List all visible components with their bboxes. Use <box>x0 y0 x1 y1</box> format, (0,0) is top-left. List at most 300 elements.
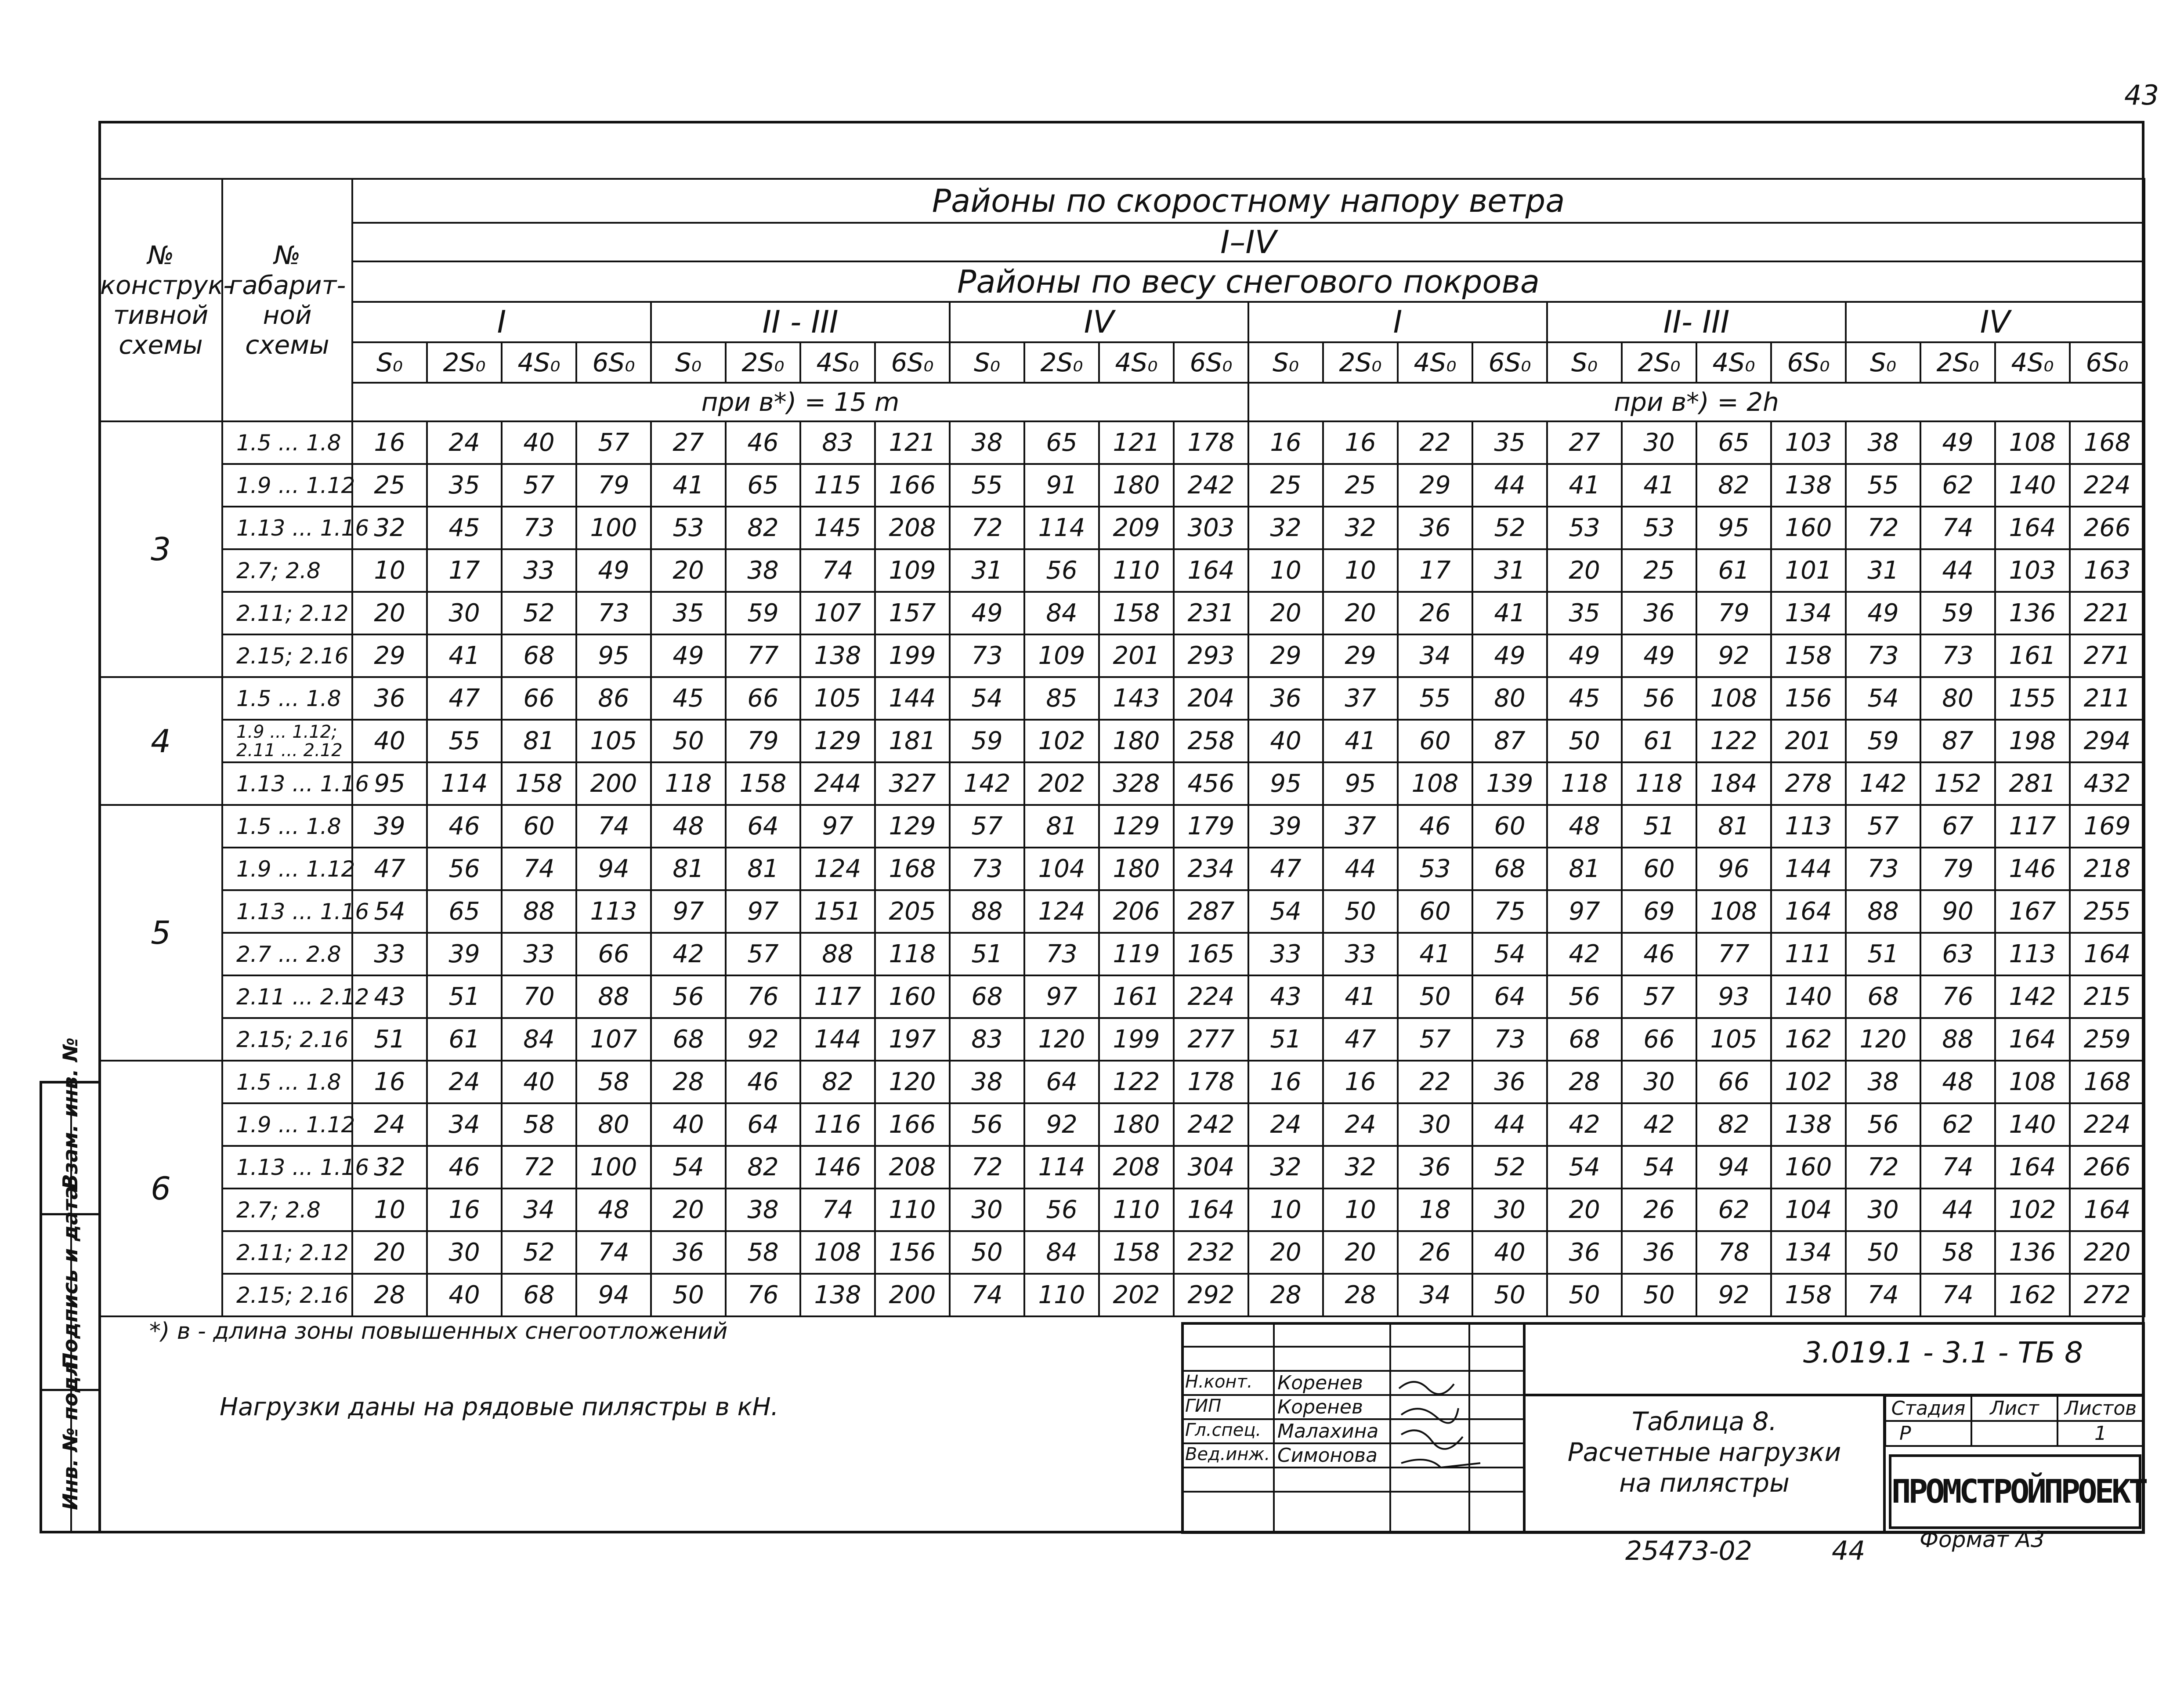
load-value-cell: 120 <box>1846 1018 1920 1061</box>
gabarit-scheme: 1.9 ... 1.12 <box>222 848 352 890</box>
header-wind-regions: Районы по скоростному напору ветра <box>352 179 2144 223</box>
load-label-header: 2S₀ <box>726 342 800 383</box>
load-label-header: 6S₀ <box>1771 342 1846 383</box>
load-value-cell: 156 <box>875 1231 950 1274</box>
load-value-cell: 205 <box>875 890 950 933</box>
load-value-cell: 108 <box>1995 1061 2070 1103</box>
load-value-cell: 255 <box>2070 890 2144 933</box>
load-value-cell: 31 <box>1472 549 1547 592</box>
gabarit-scheme: 2.15; 2.16 <box>222 1274 352 1316</box>
load-value-cell: 20 <box>1248 1231 1323 1274</box>
organization-logo: ПРОМСТРОЙПРОЕКТ <box>1889 1454 2141 1529</box>
load-value-cell: 140 <box>1995 1103 2070 1146</box>
table-row <box>99 1061 2144 1103</box>
load-value-cell: 81 <box>1024 805 1099 848</box>
load-value-cell: 266 <box>2070 507 2144 549</box>
header-construct-line: схемы <box>119 330 203 360</box>
load-value-cell: 180 <box>1099 720 1174 762</box>
load-value-cell: 164 <box>1174 1189 1248 1231</box>
table-row <box>99 890 2144 933</box>
load-label-header: 2S₀ <box>1323 342 1398 383</box>
footnote: *) в - длина зоны повышенных снегоотложений <box>149 1318 728 1344</box>
load-value-cell: 144 <box>875 677 950 720</box>
load-value-cell: 46 <box>1398 805 1472 848</box>
load-value-cell: 146 <box>1995 848 2070 890</box>
load-value-cell: 25 <box>1323 464 1398 507</box>
load-value-cell: 97 <box>651 890 726 933</box>
load-value-cell: 136 <box>1995 592 2070 634</box>
load-value-cell: 95 <box>352 762 427 805</box>
load-label-header: 4S₀ <box>1995 342 2070 383</box>
load-value-cell: 109 <box>1024 634 1099 677</box>
load-value-cell: 95 <box>1323 762 1398 805</box>
table-title <box>1524 1406 1884 1498</box>
load-value-cell: 168 <box>2070 1061 2144 1103</box>
load-label-header: S₀ <box>352 342 427 383</box>
load-value-cell: 55 <box>950 464 1024 507</box>
load-value-cell: 24 <box>1248 1103 1323 1146</box>
load-value-cell: 139 <box>1472 762 1547 805</box>
load-value-cell: 27 <box>1547 421 1622 464</box>
load-value-cell: 32 <box>1323 1146 1398 1189</box>
load-value-cell: 36 <box>352 677 427 720</box>
load-value-cell: 52 <box>1472 507 1547 549</box>
load-value-cell: 76 <box>1920 975 1995 1018</box>
load-value-cell: 40 <box>1472 1231 1547 1274</box>
load-value-cell: 38 <box>726 1189 800 1231</box>
table-row <box>99 1103 2144 1146</box>
load-value-cell: 124 <box>800 848 875 890</box>
sheet-header: Лист <box>1971 1396 2057 1421</box>
load-value-cell: 33 <box>1323 933 1398 975</box>
load-value-cell: 59 <box>950 720 1024 762</box>
load-value-cell: 70 <box>502 975 576 1018</box>
load-value-cell: 209 <box>1099 507 1174 549</box>
load-value-cell: 79 <box>1696 592 1771 634</box>
load-value-cell: 292 <box>1174 1274 1248 1316</box>
load-value-cell: 45 <box>427 507 502 549</box>
load-label-header: 6S₀ <box>576 342 651 383</box>
gabarit-scheme: 1.13 ... 1.16 <box>222 890 352 933</box>
load-value-cell: 69 <box>1622 890 1696 933</box>
load-value-cell: 164 <box>1995 1018 2070 1061</box>
load-value-cell: 24 <box>427 421 502 464</box>
load-value-cell: 102 <box>1771 1061 1846 1103</box>
load-value-cell: 16 <box>1323 421 1398 464</box>
sheets-header: Листов <box>2057 1396 2144 1421</box>
load-value-cell: 50 <box>1398 975 1472 1018</box>
load-value-cell: 134 <box>1771 1231 1846 1274</box>
load-value-cell: 122 <box>1099 1061 1174 1103</box>
header-construct-line: конструк- <box>100 270 233 300</box>
load-label-header: 4S₀ <box>502 342 576 383</box>
load-value-cell: 138 <box>1771 1103 1846 1146</box>
load-value-cell: 102 <box>1995 1189 2070 1231</box>
load-value-cell: 48 <box>576 1189 651 1231</box>
load-value-cell: 58 <box>1920 1231 1995 1274</box>
load-value-cell: 104 <box>1024 848 1099 890</box>
load-value-cell: 24 <box>1323 1103 1398 1146</box>
load-value-cell: 456 <box>1174 762 1248 805</box>
load-value-cell: 242 <box>1174 464 1248 507</box>
load-value-cell: 66 <box>576 933 651 975</box>
load-value-cell: 73 <box>1846 848 1920 890</box>
load-value-cell: 97 <box>1024 975 1099 1018</box>
load-value-cell: 47 <box>1248 848 1323 890</box>
header-gabarit-line: ной <box>263 300 312 330</box>
load-value-cell: 178 <box>1174 421 1248 464</box>
load-value-cell: 51 <box>950 933 1024 975</box>
load-value-cell: 129 <box>875 805 950 848</box>
load-value-cell: 28 <box>1547 1061 1622 1103</box>
load-value-cell: 58 <box>726 1231 800 1274</box>
load-value-cell: 158 <box>502 762 576 805</box>
load-value-cell: 50 <box>1622 1274 1696 1316</box>
load-value-cell: 55 <box>427 720 502 762</box>
load-value-cell: 200 <box>576 762 651 805</box>
load-value-cell: 202 <box>1024 762 1099 805</box>
load-value-cell: 74 <box>1920 507 1995 549</box>
table-row <box>99 464 2144 507</box>
load-value-cell: 16 <box>352 421 427 464</box>
load-value-cell: 96 <box>1696 848 1771 890</box>
load-value-cell: 108 <box>1995 421 2070 464</box>
load-value-cell: 66 <box>502 677 576 720</box>
load-value-cell: 36 <box>1622 592 1696 634</box>
load-value-cell: 67 <box>1920 805 1995 848</box>
load-value-cell: 74 <box>800 549 875 592</box>
gabarit-scheme: 2.15; 2.16 <box>222 634 352 677</box>
load-value-cell: 304 <box>1174 1146 1248 1189</box>
load-value-cell: 44 <box>1323 848 1398 890</box>
table-row <box>99 762 2144 805</box>
load-value-cell: 20 <box>1248 592 1323 634</box>
snow-group-header: IV <box>950 302 1248 342</box>
load-value-cell: 42 <box>1547 1103 1622 1146</box>
load-value-cell: 62 <box>1920 464 1995 507</box>
loads-table <box>98 178 2145 1317</box>
load-value-cell: 82 <box>1696 464 1771 507</box>
construct-scheme-number: 5 <box>99 805 222 1061</box>
load-value-cell: 118 <box>875 933 950 975</box>
load-value-cell: 151 <box>800 890 875 933</box>
load-value-cell: 49 <box>651 634 726 677</box>
load-value-cell: 72 <box>1846 507 1920 549</box>
load-label-header: 2S₀ <box>1024 342 1099 383</box>
header-wind-range: I–IV <box>352 223 2144 261</box>
load-value-cell: 198 <box>1995 720 2070 762</box>
load-value-cell: 184 <box>1696 762 1771 805</box>
load-value-cell: 84 <box>502 1018 576 1061</box>
load-value-cell: 163 <box>2070 549 2144 592</box>
load-value-cell: 114 <box>1024 1146 1099 1189</box>
load-label-header: 6S₀ <box>1472 342 1547 383</box>
load-label-header: 2S₀ <box>427 342 502 383</box>
load-value-cell: 76 <box>726 975 800 1018</box>
document-code: 3.019.1 - 3.1 - ТБ 8 <box>1803 1336 2083 1370</box>
load-value-cell: 169 <box>2070 805 2144 848</box>
load-label-header: 4S₀ <box>1696 342 1771 383</box>
load-value-cell: 34 <box>1398 1274 1472 1316</box>
header-gabarit-scheme <box>222 179 352 421</box>
load-value-cell: 158 <box>1099 592 1174 634</box>
table-row <box>99 421 2144 464</box>
load-value-cell: 80 <box>1920 677 1995 720</box>
load-value-cell: 224 <box>2070 464 2144 507</box>
stage-table <box>1884 1395 2144 1447</box>
load-value-cell: 24 <box>427 1061 502 1103</box>
load-value-cell: 34 <box>427 1103 502 1146</box>
stamp-name: Коренев <box>1277 1396 1363 1418</box>
load-value-cell: 20 <box>1323 592 1398 634</box>
load-value-cell: 97 <box>1547 890 1622 933</box>
load-value-cell: 51 <box>1846 933 1920 975</box>
load-value-cell: 22 <box>1398 1061 1472 1103</box>
load-value-cell: 48 <box>651 805 726 848</box>
load-value-cell: 164 <box>2070 1189 2144 1231</box>
stage-value: Р <box>1885 1421 1971 1446</box>
load-value-cell: 40 <box>1248 720 1323 762</box>
load-value-cell: 72 <box>1846 1146 1920 1189</box>
load-value-cell: 259 <box>2070 1018 2144 1061</box>
load-value-cell: 41 <box>1472 592 1547 634</box>
gabarit-scheme: 1.5 ... 1.8 <box>222 677 352 720</box>
load-value-cell: 42 <box>1547 933 1622 975</box>
load-value-cell: 100 <box>576 1146 651 1189</box>
load-value-cell: 66 <box>1696 1061 1771 1103</box>
load-value-cell: 46 <box>726 1061 800 1103</box>
load-value-cell: 72 <box>502 1146 576 1189</box>
load-value-cell: 92 <box>1696 1274 1771 1316</box>
header-construct-scheme <box>99 179 233 421</box>
load-value-cell: 85 <box>1024 677 1099 720</box>
load-value-cell: 20 <box>651 1189 726 1231</box>
load-value-cell: 73 <box>950 634 1024 677</box>
load-value-cell: 46 <box>1622 933 1696 975</box>
load-value-cell: 272 <box>2070 1274 2144 1316</box>
table-row <box>99 507 2144 549</box>
load-value-cell: 41 <box>1398 933 1472 975</box>
load-value-cell: 258 <box>1174 720 1248 762</box>
load-value-cell: 49 <box>950 592 1024 634</box>
load-value-cell: 54 <box>1248 890 1323 933</box>
load-value-cell: 20 <box>651 549 726 592</box>
load-value-cell: 168 <box>2070 421 2144 464</box>
load-value-cell: 129 <box>1099 805 1174 848</box>
stamp-role: Н.конт. <box>1185 1372 1253 1392</box>
table-row <box>99 1231 2144 1274</box>
load-value-cell: 64 <box>726 805 800 848</box>
load-value-cell: 74 <box>950 1274 1024 1316</box>
load-label-header: S₀ <box>950 342 1024 383</box>
gabarit-scheme: 2.7 ... 2.8 <box>222 933 352 975</box>
load-value-cell: 95 <box>1248 762 1323 805</box>
load-value-cell: 25 <box>352 464 427 507</box>
header-construct-line: тивной <box>113 300 209 330</box>
load-value-cell: 94 <box>576 848 651 890</box>
load-value-cell: 60 <box>1398 720 1472 762</box>
load-value-cell: 87 <box>1472 720 1547 762</box>
load-value-cell: 166 <box>875 1103 950 1146</box>
load-value-cell: 121 <box>875 421 950 464</box>
load-value-cell: 72 <box>950 507 1024 549</box>
load-value-cell: 81 <box>1547 848 1622 890</box>
load-value-cell: 215 <box>2070 975 2144 1018</box>
load-value-cell: 64 <box>726 1103 800 1146</box>
load-value-cell: 281 <box>1995 762 2070 805</box>
load-label-header: 6S₀ <box>875 342 950 383</box>
load-value-cell: 104 <box>1771 1189 1846 1231</box>
gabarit-scheme: 1.5 ... 1.8 <box>222 421 352 464</box>
load-value-cell: 65 <box>1024 421 1099 464</box>
load-value-cell: 81 <box>651 848 726 890</box>
load-value-cell: 30 <box>950 1189 1024 1231</box>
load-value-cell: 10 <box>1248 549 1323 592</box>
load-value-cell: 38 <box>726 549 800 592</box>
load-label-header: S₀ <box>1547 342 1622 383</box>
load-value-cell: 41 <box>1547 464 1622 507</box>
load-value-cell: 146 <box>800 1146 875 1189</box>
table-row <box>99 1189 2144 1231</box>
load-value-cell: 68 <box>502 634 576 677</box>
load-value-cell: 26 <box>1398 1231 1472 1274</box>
load-value-cell: 110 <box>1099 1189 1174 1231</box>
load-value-cell: 16 <box>1248 421 1323 464</box>
load-value-cell: 40 <box>502 1061 576 1103</box>
load-value-cell: 52 <box>502 592 576 634</box>
load-value-cell: 74 <box>1846 1274 1920 1316</box>
load-value-cell: 32 <box>352 1146 427 1189</box>
load-value-cell: 100 <box>576 507 651 549</box>
load-value-cell: 61 <box>1622 720 1696 762</box>
load-value-cell: 56 <box>1846 1103 1920 1146</box>
load-value-cell: 55 <box>1398 677 1472 720</box>
load-value-cell: 78 <box>1696 1231 1771 1274</box>
load-label-header: S₀ <box>1846 342 1920 383</box>
load-value-cell: 160 <box>1771 1146 1846 1189</box>
side-stamp-strip <box>40 1037 98 1533</box>
load-value-cell: 105 <box>1696 1018 1771 1061</box>
load-value-cell: 79 <box>726 720 800 762</box>
load-value-cell: 82 <box>1696 1103 1771 1146</box>
load-value-cell: 57 <box>1398 1018 1472 1061</box>
load-value-cell: 66 <box>726 677 800 720</box>
load-value-cell: 166 <box>875 464 950 507</box>
load-value-cell: 60 <box>1472 805 1547 848</box>
paper-format: Формат А3 <box>1920 1527 2045 1552</box>
load-value-cell: 432 <box>2070 762 2144 805</box>
load-value-cell: 121 <box>1099 421 1174 464</box>
load-value-cell: 35 <box>651 592 726 634</box>
load-value-cell: 234 <box>1174 848 1248 890</box>
snow-group-header: II- III <box>1547 302 1846 342</box>
load-value-cell: 50 <box>651 720 726 762</box>
load-value-cell: 108 <box>1398 762 1472 805</box>
gabarit-scheme: 1.13 ... 1.16 <box>222 507 352 549</box>
load-value-cell: 220 <box>2070 1231 2144 1274</box>
load-value-cell: 35 <box>427 464 502 507</box>
load-value-cell: 232 <box>1174 1231 1248 1274</box>
construct-scheme-number: 6 <box>99 1061 222 1316</box>
load-value-cell: 45 <box>1547 677 1622 720</box>
load-value-cell: 138 <box>800 634 875 677</box>
load-value-cell: 16 <box>427 1189 502 1231</box>
gabarit-scheme: 1.5 ... 1.8 <box>222 1061 352 1103</box>
gabarit-scheme: 2.11 ... 2.12 <box>222 975 352 1018</box>
load-value-cell: 33 <box>502 933 576 975</box>
load-value-cell: 161 <box>1995 634 2070 677</box>
load-value-cell: 118 <box>651 762 726 805</box>
load-value-cell: 61 <box>427 1018 502 1061</box>
load-value-cell: 54 <box>651 1146 726 1189</box>
load-value-cell: 10 <box>1248 1189 1323 1231</box>
load-value-cell: 44 <box>1472 464 1547 507</box>
load-value-cell: 42 <box>651 933 726 975</box>
load-value-cell: 16 <box>352 1061 427 1103</box>
gabarit-scheme: 1.9 ... 1.12 <box>222 1103 352 1146</box>
load-value-cell: 53 <box>1398 848 1472 890</box>
load-value-cell: 40 <box>651 1103 726 1146</box>
load-value-cell: 144 <box>1771 848 1846 890</box>
load-value-cell: 103 <box>1995 549 2070 592</box>
load-value-cell: 118 <box>1547 762 1622 805</box>
load-value-cell: 68 <box>1547 1018 1622 1061</box>
load-value-cell: 47 <box>1323 1018 1398 1061</box>
load-value-cell: 142 <box>1846 762 1920 805</box>
load-value-cell: 68 <box>1472 848 1547 890</box>
load-value-cell: 80 <box>576 1103 651 1146</box>
snow-group-header: IV <box>1846 302 2144 342</box>
load-value-cell: 73 <box>1920 634 1995 677</box>
load-value-cell: 41 <box>651 464 726 507</box>
load-value-cell: 47 <box>352 848 427 890</box>
load-value-cell: 68 <box>1846 975 1920 1018</box>
load-value-cell: 97 <box>800 805 875 848</box>
load-value-cell: 34 <box>1398 634 1472 677</box>
load-value-cell: 30 <box>1846 1189 1920 1231</box>
load-value-cell: 29 <box>1248 634 1323 677</box>
load-value-cell: 115 <box>800 464 875 507</box>
table-row <box>99 549 2144 592</box>
load-value-cell: 55 <box>1846 464 1920 507</box>
load-value-cell: 39 <box>427 933 502 975</box>
load-value-cell: 303 <box>1174 507 1248 549</box>
load-value-cell: 41 <box>1323 720 1398 762</box>
load-value-cell: 40 <box>502 421 576 464</box>
load-value-cell: 113 <box>1995 933 2070 975</box>
load-value-cell: 56 <box>1547 975 1622 1018</box>
load-value-cell: 56 <box>651 975 726 1018</box>
load-value-cell: 36 <box>1622 1231 1696 1274</box>
load-value-cell: 62 <box>1920 1103 1995 1146</box>
stamp-name: Коренев <box>1277 1372 1363 1394</box>
load-value-cell: 53 <box>1622 507 1696 549</box>
load-value-cell: 20 <box>352 1231 427 1274</box>
load-value-cell: 91 <box>1024 464 1099 507</box>
load-value-cell: 73 <box>1024 933 1099 975</box>
load-label-header: 2S₀ <box>1920 342 1995 383</box>
load-value-cell: 50 <box>1472 1274 1547 1316</box>
load-value-cell: 93 <box>1696 975 1771 1018</box>
snow-group-header: I <box>352 302 651 342</box>
header-condition-right: при в*) = 2h <box>1248 383 2144 421</box>
table-row <box>99 975 2144 1018</box>
load-value-cell: 224 <box>1174 975 1248 1018</box>
load-value-cell: 36 <box>651 1231 726 1274</box>
load-value-cell: 129 <box>800 720 875 762</box>
stamp-name: Симонова <box>1277 1444 1378 1467</box>
load-value-cell: 160 <box>1771 507 1846 549</box>
